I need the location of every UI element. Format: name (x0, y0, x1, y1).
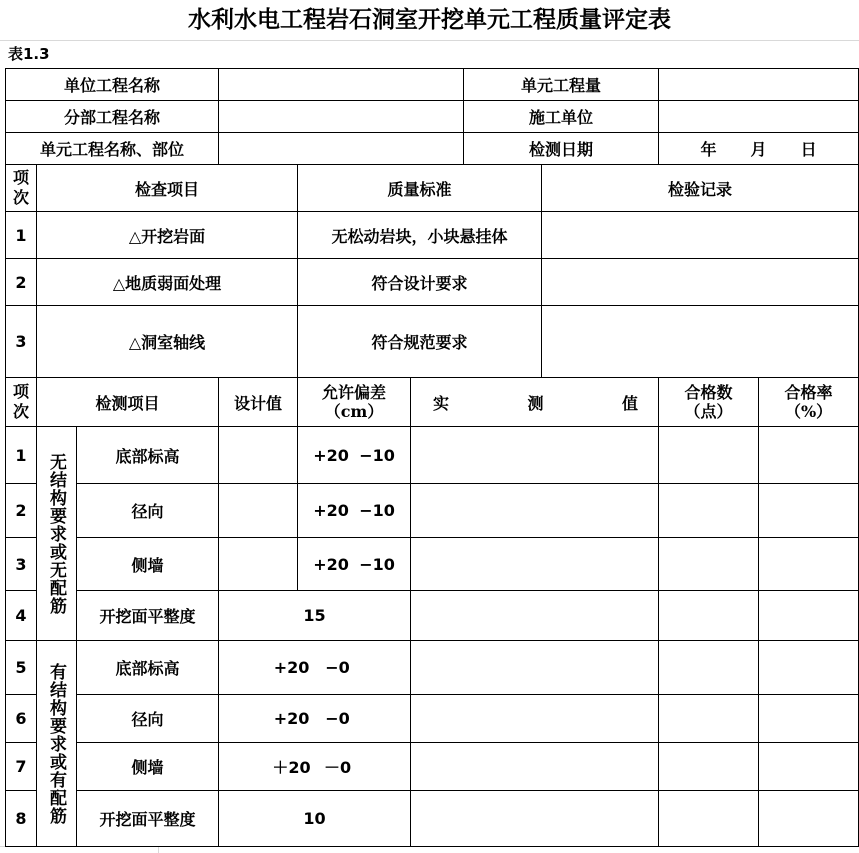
group-a-text: 无结构要求或无配筋 (46, 452, 66, 615)
unit-quantity-label: 单元工程量 (464, 69, 659, 101)
measure-row (6, 695, 859, 743)
sub-project-name-value[interactable] (219, 101, 464, 133)
date-month: 月 (750, 140, 767, 159)
tol-plus: +20 (313, 554, 349, 574)
group-b-text: 有结构要求或有配筋 (46, 662, 66, 825)
measured-header-char-2: 测 (527, 393, 544, 413)
measure-row-design[interactable] (219, 427, 298, 484)
measure-row-measured[interactable] (411, 791, 659, 847)
quality-assessment-table (5, 68, 859, 847)
check-row-number: 1 (6, 212, 37, 259)
check-item-header: 检查项目 (37, 165, 298, 212)
measure-row-item: 开挖面平整度 (77, 791, 219, 847)
check-index-header (6, 165, 37, 212)
page-title: 水利水电工程岩石洞室开挖单元工程质量评定表 (188, 6, 671, 33)
measure-row (6, 484, 859, 538)
measure-header-row (6, 378, 859, 427)
check-index-text: 项次 (13, 168, 30, 207)
tol-plus: +20 (273, 709, 310, 728)
measure-row-pass-rate[interactable] (759, 591, 859, 641)
measure-row-pass-count[interactable] (659, 484, 759, 538)
tolerance-header-line2: （cm） (324, 402, 384, 421)
inspection-date-label: 检测日期 (464, 133, 659, 165)
measure-row-measured[interactable] (411, 641, 659, 695)
check-row-record[interactable] (542, 306, 859, 378)
measure-row-pass-count[interactable] (659, 641, 759, 695)
measure-row-measured[interactable] (411, 484, 659, 538)
check-row-record[interactable] (542, 212, 859, 259)
unit-project-name-value[interactable] (219, 69, 464, 101)
measure-row (6, 591, 859, 641)
measure-row-design[interactable] (219, 484, 298, 538)
check-row-item: △开挖岩面 (37, 212, 298, 259)
group-b-label (37, 641, 77, 847)
measure-row-tolerance (219, 641, 411, 695)
measure-row-measured[interactable] (411, 427, 659, 484)
measure-row-pass-rate[interactable] (759, 427, 859, 484)
check-row-number: 2 (6, 259, 37, 306)
measure-row-tolerance (298, 484, 411, 538)
header-row-element (6, 133, 859, 165)
tol-plus: +20 (313, 501, 349, 520)
construction-unit-label: 施工单位 (464, 101, 659, 133)
measure-row-number: 5 (6, 641, 37, 695)
tol-minus: －0 (323, 758, 352, 777)
measure-row-tolerance: 10 (219, 791, 411, 847)
check-row (6, 259, 859, 306)
measure-row (6, 641, 859, 695)
inspection-record-header: 检验记录 (542, 165, 859, 212)
measure-row-item: 开挖面平整度 (77, 591, 219, 641)
table-number: 表1.3 (8, 45, 50, 63)
measure-row-pass-count[interactable] (659, 743, 759, 791)
measure-row-measured[interactable] (411, 743, 659, 791)
measure-item-header: 检测项目 (37, 378, 219, 427)
tol-minus: −10 (359, 445, 395, 465)
design-value-header: 设计值 (219, 378, 298, 427)
unit-project-name-label: 单位工程名称 (6, 69, 219, 101)
measure-row-tolerance (298, 538, 411, 591)
measure-row-pass-rate[interactable] (759, 791, 859, 847)
measure-row-number: 2 (6, 484, 37, 538)
element-name-label: 单元工程名称、部位 (6, 133, 219, 165)
measure-row-pass-count[interactable] (659, 427, 759, 484)
tol-minus: −0 (325, 709, 350, 728)
check-row-item: △洞室轴线 (37, 306, 298, 378)
measure-row-number: 7 (6, 743, 37, 791)
measure-row-item: 径向 (77, 695, 219, 743)
construction-unit-value[interactable] (659, 101, 859, 133)
pass-count-header (659, 378, 759, 427)
measure-row-measured[interactable] (411, 538, 659, 591)
date-day: 日 (800, 140, 817, 159)
measure-row-tolerance (219, 695, 411, 743)
measure-row-number: 3 (6, 538, 37, 591)
measure-row-number: 8 (6, 791, 37, 847)
tolerance-header (298, 378, 411, 427)
check-row-standard: 无松动岩块，小块悬挂体 (298, 212, 542, 259)
measure-row-measured[interactable] (411, 591, 659, 641)
quality-standard-header: 质量标准 (298, 165, 542, 212)
sub-project-name-label: 分部工程名称 (6, 101, 219, 133)
measure-row-measured[interactable] (411, 695, 659, 743)
measure-row (6, 743, 859, 791)
pass-rate-header (759, 378, 859, 427)
measure-row-tolerance (219, 743, 411, 791)
measure-row-design[interactable] (219, 538, 298, 591)
tol-plus: +20 (273, 658, 310, 677)
measure-row-pass-count[interactable] (659, 791, 759, 847)
measure-row-item: 径向 (77, 484, 219, 538)
measure-row (6, 791, 859, 847)
check-row-record[interactable] (542, 259, 859, 306)
measure-row-number: 1 (6, 427, 37, 484)
header-row-sub-project (6, 101, 859, 133)
measure-row-tolerance (298, 427, 411, 484)
header-row-unit-project (6, 69, 859, 101)
check-row (6, 306, 859, 378)
measure-row-pass-rate[interactable] (759, 641, 859, 695)
tol-plus: ＋20 (272, 758, 311, 777)
check-header-row (6, 165, 859, 212)
group-a-label (37, 427, 77, 641)
check-row (6, 212, 859, 259)
check-row-standard: 符合规范要求 (298, 306, 542, 378)
inspection-date-value[interactable] (659, 133, 859, 165)
check-row-number: 3 (6, 306, 37, 378)
check-row-item: △地质弱面处理 (37, 259, 298, 306)
pass-count-header-line2: （点） (684, 402, 733, 421)
pass-rate-header-line2: （%） (784, 402, 833, 421)
check-row-standard: 符合设计要求 (298, 259, 542, 306)
unit-quantity-value[interactable] (659, 69, 859, 101)
tol-plus: +20 (313, 445, 349, 465)
measure-row-pass-count[interactable] (659, 695, 759, 743)
measured-header-char-3: 值 (622, 393, 639, 413)
measure-row-pass-rate[interactable] (759, 743, 859, 791)
measure-row-pass-count[interactable] (659, 591, 759, 641)
measure-row-item: 底部标高 (77, 427, 219, 484)
pass-count-header-line1: 合格数 (684, 383, 733, 402)
measure-row-item: 底部标高 (77, 641, 219, 695)
measure-row-item: 侧墙 (77, 743, 219, 791)
tol-minus: −10 (359, 554, 395, 574)
measure-row-number: 4 (6, 591, 37, 641)
measure-index-header (6, 378, 37, 427)
pass-rate-header-line1: 合格率 (784, 383, 833, 402)
measure-row (6, 427, 859, 484)
measure-row-pass-count[interactable] (659, 538, 759, 591)
element-name-value[interactable] (219, 133, 464, 165)
tol-minus: −10 (359, 501, 395, 520)
measure-row-pass-rate[interactable] (759, 695, 859, 743)
measured-value-header (411, 378, 659, 427)
measure-row-number: 6 (6, 695, 37, 743)
measure-row-item: 侧墙 (77, 538, 219, 591)
measure-row (6, 538, 859, 591)
date-year: 年 (700, 140, 717, 159)
tolerance-header-line1: 允许偏差 (322, 383, 387, 402)
measure-index-text: 项次 (13, 382, 30, 421)
measured-header-char-1: 实 (433, 393, 450, 413)
tol-minus: −0 (325, 658, 350, 677)
measure-row-pass-rate[interactable] (759, 538, 859, 591)
measure-row-tolerance: 15 (219, 591, 411, 641)
measure-row-pass-rate[interactable] (759, 484, 859, 538)
